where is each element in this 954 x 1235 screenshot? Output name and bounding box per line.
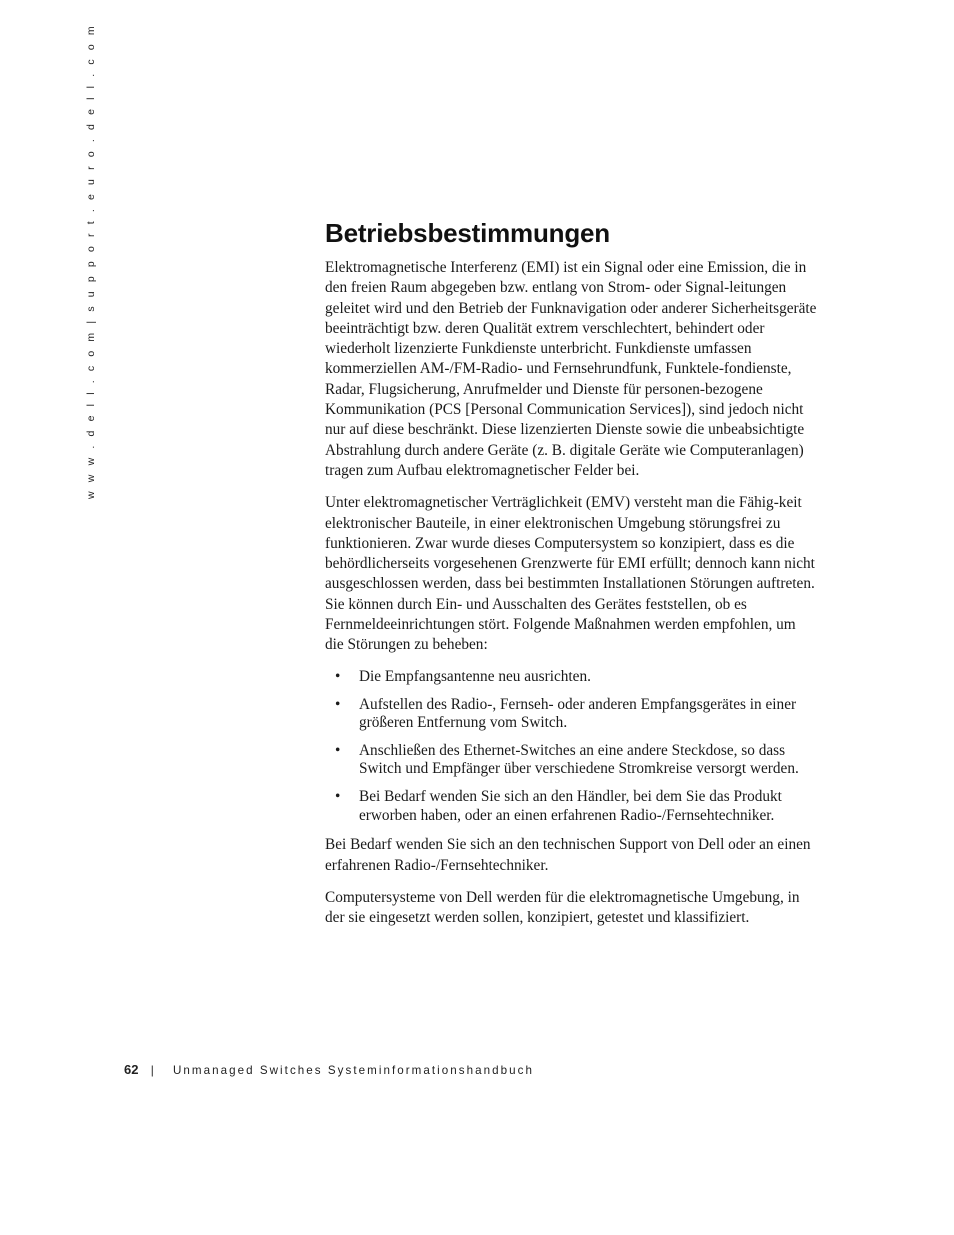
paragraph-emv: Unter elektromagnetischer Verträglichkeit (EMV) versteht man die Fähig-keit elektronischer Bauteile, in einer elektronischen Umgebung störungsfrei zu funktionieren. Zwar wurde dieses Computersystem so konzipiert, dass es die behördlicherseits vorgesehenen Grenzwerte für EMI erfüllt; dennoch kann nicht ausgeschlossen werden, dass bei bestimmten Installationen Störungen auftreten. Sie können durch Ein- und Ausschalten des Gerätes feststellen, ob es Fernmeldeeinrichtungen stört. Folgende Maßnahmen werden empfohlen, um die Störungen zu beheben: xyxy=(325,494,815,654)
list-item-text: Bei Bedarf wenden Sie sich an den Händler, bei dem Sie das Produkt erworben haben, oder an einen erfahrenen Radio-/Fernsehtechniker. xyxy=(359,788,782,824)
list-item-text: Aufstellen des Radio-, Fernseh- oder anderen Empfangsgerätes in einer größeren Entfernung vom Switch. xyxy=(359,695,797,732)
sidebar-url: w w w . d e l l . c o m | s u p p o r t . e u r o . d e l l . c o m xyxy=(85,23,97,499)
page-number: 62 xyxy=(124,1062,139,1077)
bullet-icon: • xyxy=(335,742,341,760)
bullet-icon: • xyxy=(335,695,341,713)
measures-list xyxy=(325,668,818,826)
page-content xyxy=(325,214,818,940)
list-item xyxy=(325,696,818,733)
list-item-text: Anschließen des Ethernet-Switches an eine andere Steckdose, so dass Switch und Empfänger über verschiedene Stromkreise versorgt werden. xyxy=(359,742,799,778)
list-item xyxy=(325,788,818,825)
footer-title: Unmanaged Switches Systeminformationshandbuch xyxy=(172,1064,534,1077)
paragraph-emi: Elektromagnetische Interferenz (EMI) ist ein Signal oder eine Emission, die in den freien Raum abgegeben bzw. entlang von Strom- oder Signal-leitungen geleitet wird und den Betrieb der Funknavigation oder anderer Sicherheitsgeräte beeinträchtigt bzw. deren Qualität extrem verschlechtert, behindert oder wiederholt lizenzierte Funkdienste unterbricht. Funkdienste umfassen kommerziellen AM-/FM-Radio- und Fernsehrundfunk, Funktele-fondienste, Radar, Flugsicherung, Anrufmelder und Dienste für personen-bezogene Kommunikation (PCS [Personal Communication Services]), sind jedoch nicht nur auf diese beschränkt. Diese lizenzierten Dienste sowie die unbeabsichtigte Abstrahlung durch andere Geräte (z. B. digitale Geräte wie Computeranlagen) tragen zum Aufbau elektromagnetischer Felder bei. xyxy=(325,259,817,479)
list-item xyxy=(325,668,818,686)
bullet-icon: • xyxy=(335,788,341,806)
page-footer xyxy=(124,1061,534,1080)
paragraph-support: Bei Bedarf wenden Sie sich an den technischen Support von Dell oder an einen erfahrenen Radio-/Fernsehtechniker. xyxy=(325,836,811,874)
paragraph-classification: Computersysteme von Dell werden für die elektromagnetische Umgebung, in der sie eingesetzt werden sollen, konzipiert, getestet und klassifiziert. xyxy=(325,888,800,927)
list-item-text: Die Empfangsantenne neu ausrichten. xyxy=(359,667,591,685)
footer-separator: | xyxy=(150,1064,154,1077)
page-title: Betriebsbestimmungen xyxy=(325,218,610,248)
list-item xyxy=(325,742,818,779)
bullet-icon: • xyxy=(335,667,341,685)
